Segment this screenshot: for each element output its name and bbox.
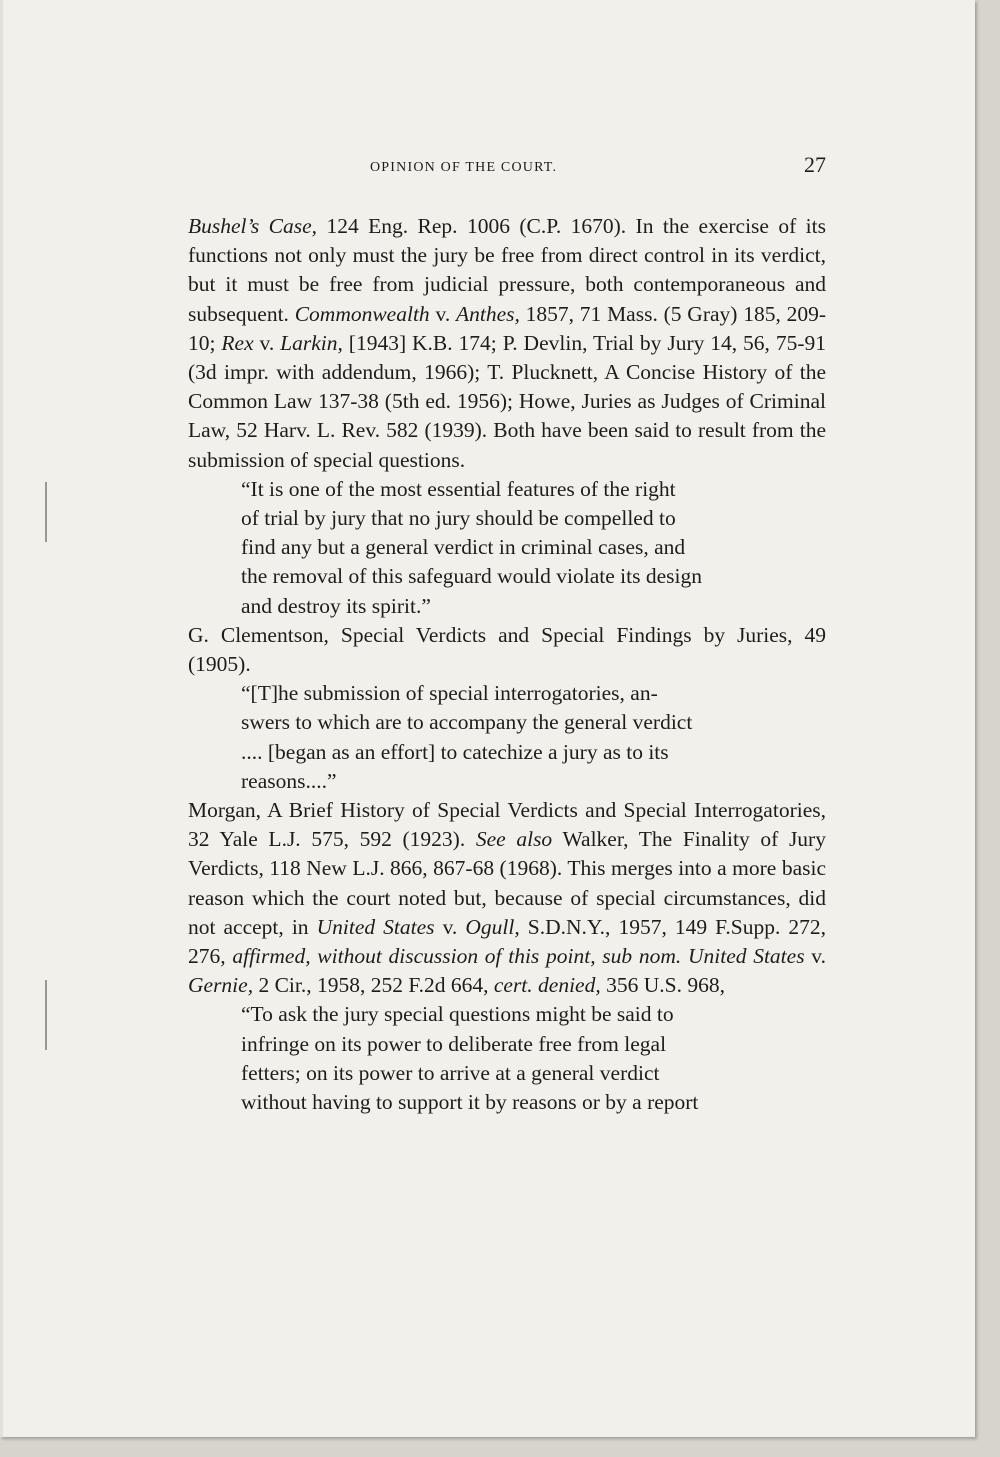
block-quote-3: [241, 1000, 826, 1117]
italic-citation: See also: [475, 827, 553, 852]
quote-line: find any but a general verdict in criminal cases, and: [241, 535, 686, 560]
italic-citation: Larkin,: [280, 330, 343, 355]
italic-citation: Commonwealth: [294, 301, 430, 326]
text-run: v.: [253, 330, 281, 355]
italic-citation: Anthes,: [455, 301, 520, 326]
paragraph-2: G. Clementson, Special Verdicts and Special Findings by Juries, 49 (1905).: [188, 622, 826, 677]
binding-mark: [45, 482, 47, 542]
quote-line: infringe on its power to deliberate free from legal: [241, 1031, 667, 1056]
quote-line: “It is one of the most essential features of the right: [241, 476, 676, 501]
quote-line: without having to support it by reasons or by a report: [241, 1090, 699, 1115]
quote-line: the removal of this safeguard would violate its design: [241, 564, 702, 589]
page-number: 27: [804, 152, 826, 177]
text-run: [1943] K.B. 174; P. Devlin, Trial by Jury 14, 56, 75-91 (3d impr. with addendum, 1966); T. Plucknett, A Concise History of the Common Law 137-38 (5th ed. 1956); Howe, Juries as Judges of Criminal Law, 52 Harv. L. Rev. 582 (1939). Both have been said to result from the submission of special questions.: [188, 330, 826, 472]
page-header: [188, 150, 826, 184]
text-run: 356 U.S. 968,: [600, 973, 725, 998]
quote-line: and destroy its spirit.”: [241, 593, 431, 618]
quote-line: .... [began as an effort] to catechize a jury as to its: [241, 739, 669, 764]
italic-citation: Rex: [221, 330, 254, 355]
italic-citation: Ogull,: [465, 914, 520, 939]
quote-line: “To ask the jury special questions might be said to: [241, 1002, 674, 1027]
italic-citation: Gernie,: [188, 973, 254, 998]
italic-citation: affirmed, without discussion of this point, sub nom. United States: [232, 944, 805, 969]
quote-line: reasons....”: [241, 768, 337, 793]
quote-line: fetters; on its power to arrive at a general verdict: [241, 1060, 660, 1085]
italic-citation: cert. denied,: [493, 973, 601, 998]
text-run: Walker, The Finality of Jury Verdicts, 118 New L.J. 866, 867-68 (1968). This merges into a more basic reason which the court noted but, because of special circumstances, did not accept, in: [188, 827, 826, 939]
quote-line: of trial by jury that no jury should be compelled to: [241, 506, 676, 531]
paragraph-1: [188, 212, 826, 475]
text-run: 124 Eng. Rep. 1006 (C.P. 1670). In the exercise of its functions not only must the jury be free from direct control in its verdict, but it must be free from judicial pressure, both contemporaneous and subsequent.: [188, 214, 826, 326]
text-run: v.: [434, 914, 466, 939]
text-run: v.: [804, 944, 827, 969]
quote-line: swers to which are to accompany the general verdict: [241, 710, 693, 735]
page-body: [188, 212, 826, 1117]
quote-line: “[T]he submission of special interrogatories, an-: [241, 681, 658, 706]
text-run: Morgan, A Brief History of Special Verdicts and Special Interrogatories, 32 Yale L.J. 575, 592 (1923).: [188, 798, 826, 852]
running-title: OPINION OF THE COURT.: [370, 160, 558, 175]
block-quote-1: [241, 475, 826, 621]
italic-citation: United States: [316, 914, 435, 939]
page-fold-edge: [0, 0, 3, 1437]
binding-mark: [45, 980, 47, 1050]
block-quote-2: [241, 679, 826, 796]
text-run: v.: [429, 301, 456, 326]
italic-citation: Bushel’s Case,: [188, 214, 318, 238]
text-run: 1857, 71 Mass. (5 Gray) 185, 209-10;: [188, 301, 827, 355]
text-run: 2 Cir., 1958, 252 F.2d 664,: [253, 973, 494, 998]
paragraph-3: [188, 796, 826, 1000]
text-run: S.D.N.Y., 1957, 149 F.Supp. 272, 276,: [188, 914, 827, 969]
